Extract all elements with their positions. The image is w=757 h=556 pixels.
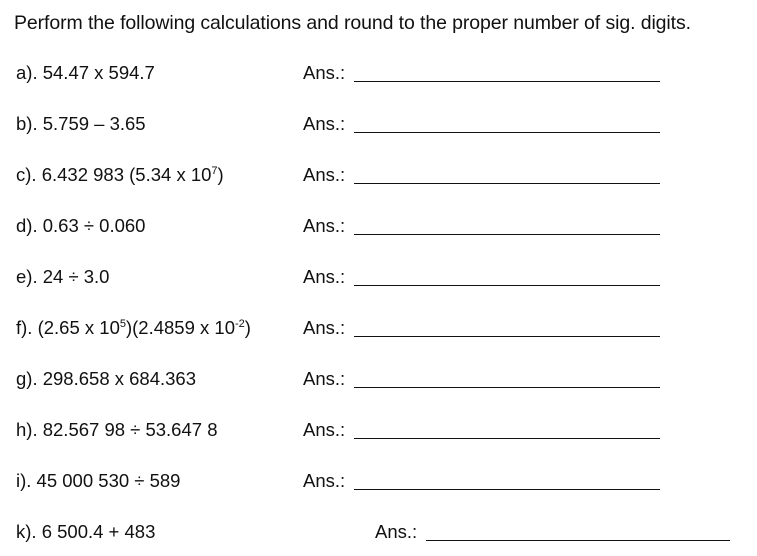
problem-g — [0, 368, 757, 398]
problem-a-expression: a). 54.47 x 594.7 — [16, 62, 155, 83]
problem-k-expression: k). 6 500.4 + 483 — [16, 521, 156, 542]
exponent: -2 — [235, 318, 245, 330]
problem-d-expression: d). 0.63 ÷ 0.060 — [16, 215, 146, 236]
expression-part: )(2.4859 x 10 — [125, 317, 235, 338]
problem-h — [0, 419, 757, 449]
answer-label: Ans.: — [303, 419, 346, 440]
problem-e — [0, 266, 757, 296]
problem-a — [0, 62, 757, 92]
problem-h-expression: h). 82.567 98 ÷ 53.647 8 — [16, 419, 218, 440]
answer-blank-line[interactable] — [354, 132, 660, 133]
expression-part: f). (2.65 x 10 — [16, 317, 120, 338]
answer-blank-line[interactable] — [354, 183, 660, 184]
problem-d — [0, 215, 757, 245]
answer-label: Ans.: — [303, 113, 346, 134]
problem-b-expression: b). 5.759 – 3.65 — [16, 113, 146, 134]
answer-blank-line[interactable] — [354, 387, 660, 388]
answer-blank-line[interactable] — [354, 234, 660, 235]
problem-f — [0, 317, 757, 347]
answer-label: Ans.: — [303, 470, 346, 491]
problem-g-expression: g). 298.658 x 684.363 — [16, 368, 197, 389]
answer-blank-line[interactable] — [354, 336, 660, 337]
expression-part: c). 6.432 983 (5.34 x 10 — [16, 164, 212, 185]
problem-e-expression: e). 24 ÷ 3.0 — [16, 266, 110, 287]
problem-c-expression — [16, 164, 224, 186]
instructions-heading: Perform the following calculations and round to the proper number of sig. digits. — [14, 12, 691, 34]
answer-label: Ans.: — [303, 266, 346, 287]
answer-label: Ans.: — [303, 368, 346, 389]
answer-blank-line[interactable] — [426, 540, 730, 541]
answer-blank-line[interactable] — [354, 285, 660, 286]
answer-label: Ans.: — [303, 62, 346, 83]
problem-f-expression — [16, 317, 251, 339]
answer-blank-line[interactable] — [354, 81, 660, 82]
problem-i — [0, 470, 757, 500]
answer-label: Ans.: — [303, 215, 346, 236]
answer-blank-line[interactable] — [354, 489, 660, 490]
answer-label: Ans.: — [375, 521, 418, 542]
answer-label: Ans.: — [303, 317, 346, 338]
problem-b — [0, 113, 757, 143]
expression-part: ) — [244, 317, 251, 338]
problem-k — [0, 521, 757, 551]
expression-part: ) — [217, 164, 224, 185]
answer-blank-line[interactable] — [354, 438, 660, 439]
answer-label: Ans.: — [303, 164, 346, 185]
exponent: 5 — [119, 318, 126, 330]
problem-i-expression: i). 45 000 530 ÷ 589 — [16, 470, 181, 491]
problem-c — [0, 164, 757, 194]
exponent: 7 — [211, 165, 218, 177]
